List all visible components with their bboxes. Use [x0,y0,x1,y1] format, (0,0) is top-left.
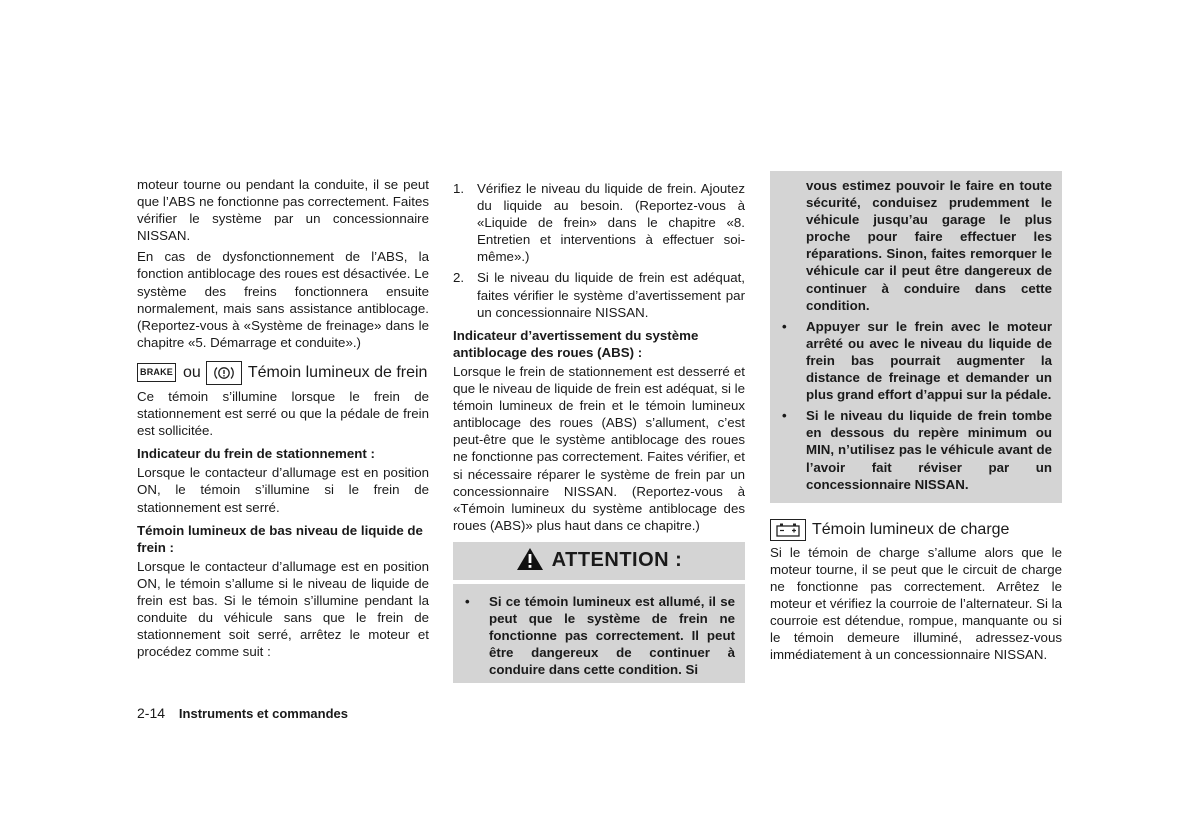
heading-parking-brake: Indicateur du frein de stationnement : [137,446,375,462]
paragraph-brake-intro: Ce témoin s’illumine lorsque le frein de stationnement est serré ou que la pédale de frein est sollicitée. [137,388,429,439]
column-2 [453,176,745,683]
warning-continuation-text: vous estimez pouvoir le faire en toute sécurité, conduisez prudemment le véhicule jusqu’au garage le plus proche pour faire effectuer les réparations. Sinon, faites remorquer le véhicule car il peut être dangereux de continuer à conduire dans cette condition. [806,178,1052,313]
brake-warning-icon [206,361,242,385]
section-title: Instruments et commandes [178,706,348,721]
paragraph-abs-malfunction: En cas de dysfonctionnement de l’ABS, la fonction antiblocage des roues est désactivée. Le système des freins fonctionnera ensuite normalement, mais sans assistance antiblocage. (Reportez-vous à «Système de freinage» dans le chapitre «5. Démarrage et conduite».) [137,249,429,350]
attention-label: ATTENTION : [551,549,683,572]
brake-text-icon: BRAKE [137,363,176,382]
attention-continuation [770,171,1062,503]
warning-triangle-icon [516,547,544,575]
charge-warning-title: Témoin lumineux de charge [812,521,1010,539]
page-footer [137,705,348,721]
heading-abs-indicator: Indicateur d’avertissement du système antiblocage des roues (ABS) : [453,327,699,360]
column-1 [137,176,429,664]
page-number: 2-14 [137,705,166,721]
attention-banner [453,542,745,580]
brake-warning-title: Témoin lumineux de frein [247,364,428,382]
paragraph-abs-indicator: Lorsque le frein de stationnement est desserré et que le niveau de liquide de frein est adéquat, si le témoin lumineux de frein et le témoin lumineux antiblocage des roues (ABS) s’allument, c’est peut-être que le système antiblocage des roues ne fonctionne pas correctement. Faites vérifier, et si nécessaire réparer le système de frein par un concessionnaire NISSAN. (Reportez-vous à «Témoin lumineux du système antiblocage des roues (ABS)» plus haut dans ce chapitre.) [453,363,745,533]
list-item: 2. Si le niveau du liquide de frein est adéquat, faites vérifier le système d’avertissement par un concessionnaire NISSAN. [453,270,745,320]
bullet-dot: • [782,318,787,334]
steps-list [453,180,745,321]
attention-body [453,584,745,683]
list-item: 1. Vérifiez le niveau du liquide de frein. Ajoutez du liquide au besoin. (Reportez-vous à «Liquide de frein» dans le chapitre «8. Entretien et interventions à effectuer soi-même».) [453,181,745,265]
bullet-dot: • [782,408,787,424]
column-3 [770,176,1062,667]
paragraph-low-fluid: Lorsque le contacteur d’allumage est en position ON, le témoin s’allume si le niveau de liquide de frein est bas. Si le témoin s’illumine pendant la conduite du véhicule sans que le frein de stationnement soit serré, arrêtez le moteur et procédez comme suit : [137,558,429,660]
charge-warning-heading [770,519,1062,541]
paragraph-parking-brake: Lorsque le contacteur d’allumage est en position ON, le témoin s’illumine si le frein de stationnement est serré. [137,465,429,515]
heading-low-fluid: Témoin lumineux de bas niveau de liquide de frein : [137,522,423,555]
or-text: ou [183,364,201,382]
warning-bullet: • Si ce témoin lumineux est allumé, il se peut que le système de frein ne fonctionne pas correctement. Il peut être dangereux de continuer à conduire dans cette condition. Si [465,593,735,678]
brake-warning-heading [137,361,429,385]
battery-charge-icon [770,519,806,541]
warning-bullet: • Appuyer sur le frein avec le moteur arrêté ou avec le niveau du liquide de frein bas pourrait augmenter la distance de freinage et demander un plus grand effort d’appui sur la pédale. [782,318,1052,403]
paragraph-abs-check: moteur tourne ou pendant la conduite, il se peut que l’ABS ne fonctionne pas correctement. Faites vérifier le système par un concessionnaire NISSAN. [137,177,429,244]
warning-bullet: • Si le niveau du liquide de frein tombe en dessous du repère minimum ou MIN, n’utilisez pas le véhicule avant de l’avoir fait réviser par un concessionnaire NISSAN. [782,408,1052,492]
bullet-dot: • [465,593,470,609]
paragraph-charge: Si le témoin de charge s’allume alors que le moteur tourne, il se peut que le circuit de charge ne fonctionne pas correctement. Arrêtez le moteur et vérifiez la courroie de l’alternateur. Si la courroie est détendue, rompue, manquante ou si le témoin demeure illuminé, adressez-vous immédiatement à un concessionnaire NISSAN. [770,544,1062,663]
